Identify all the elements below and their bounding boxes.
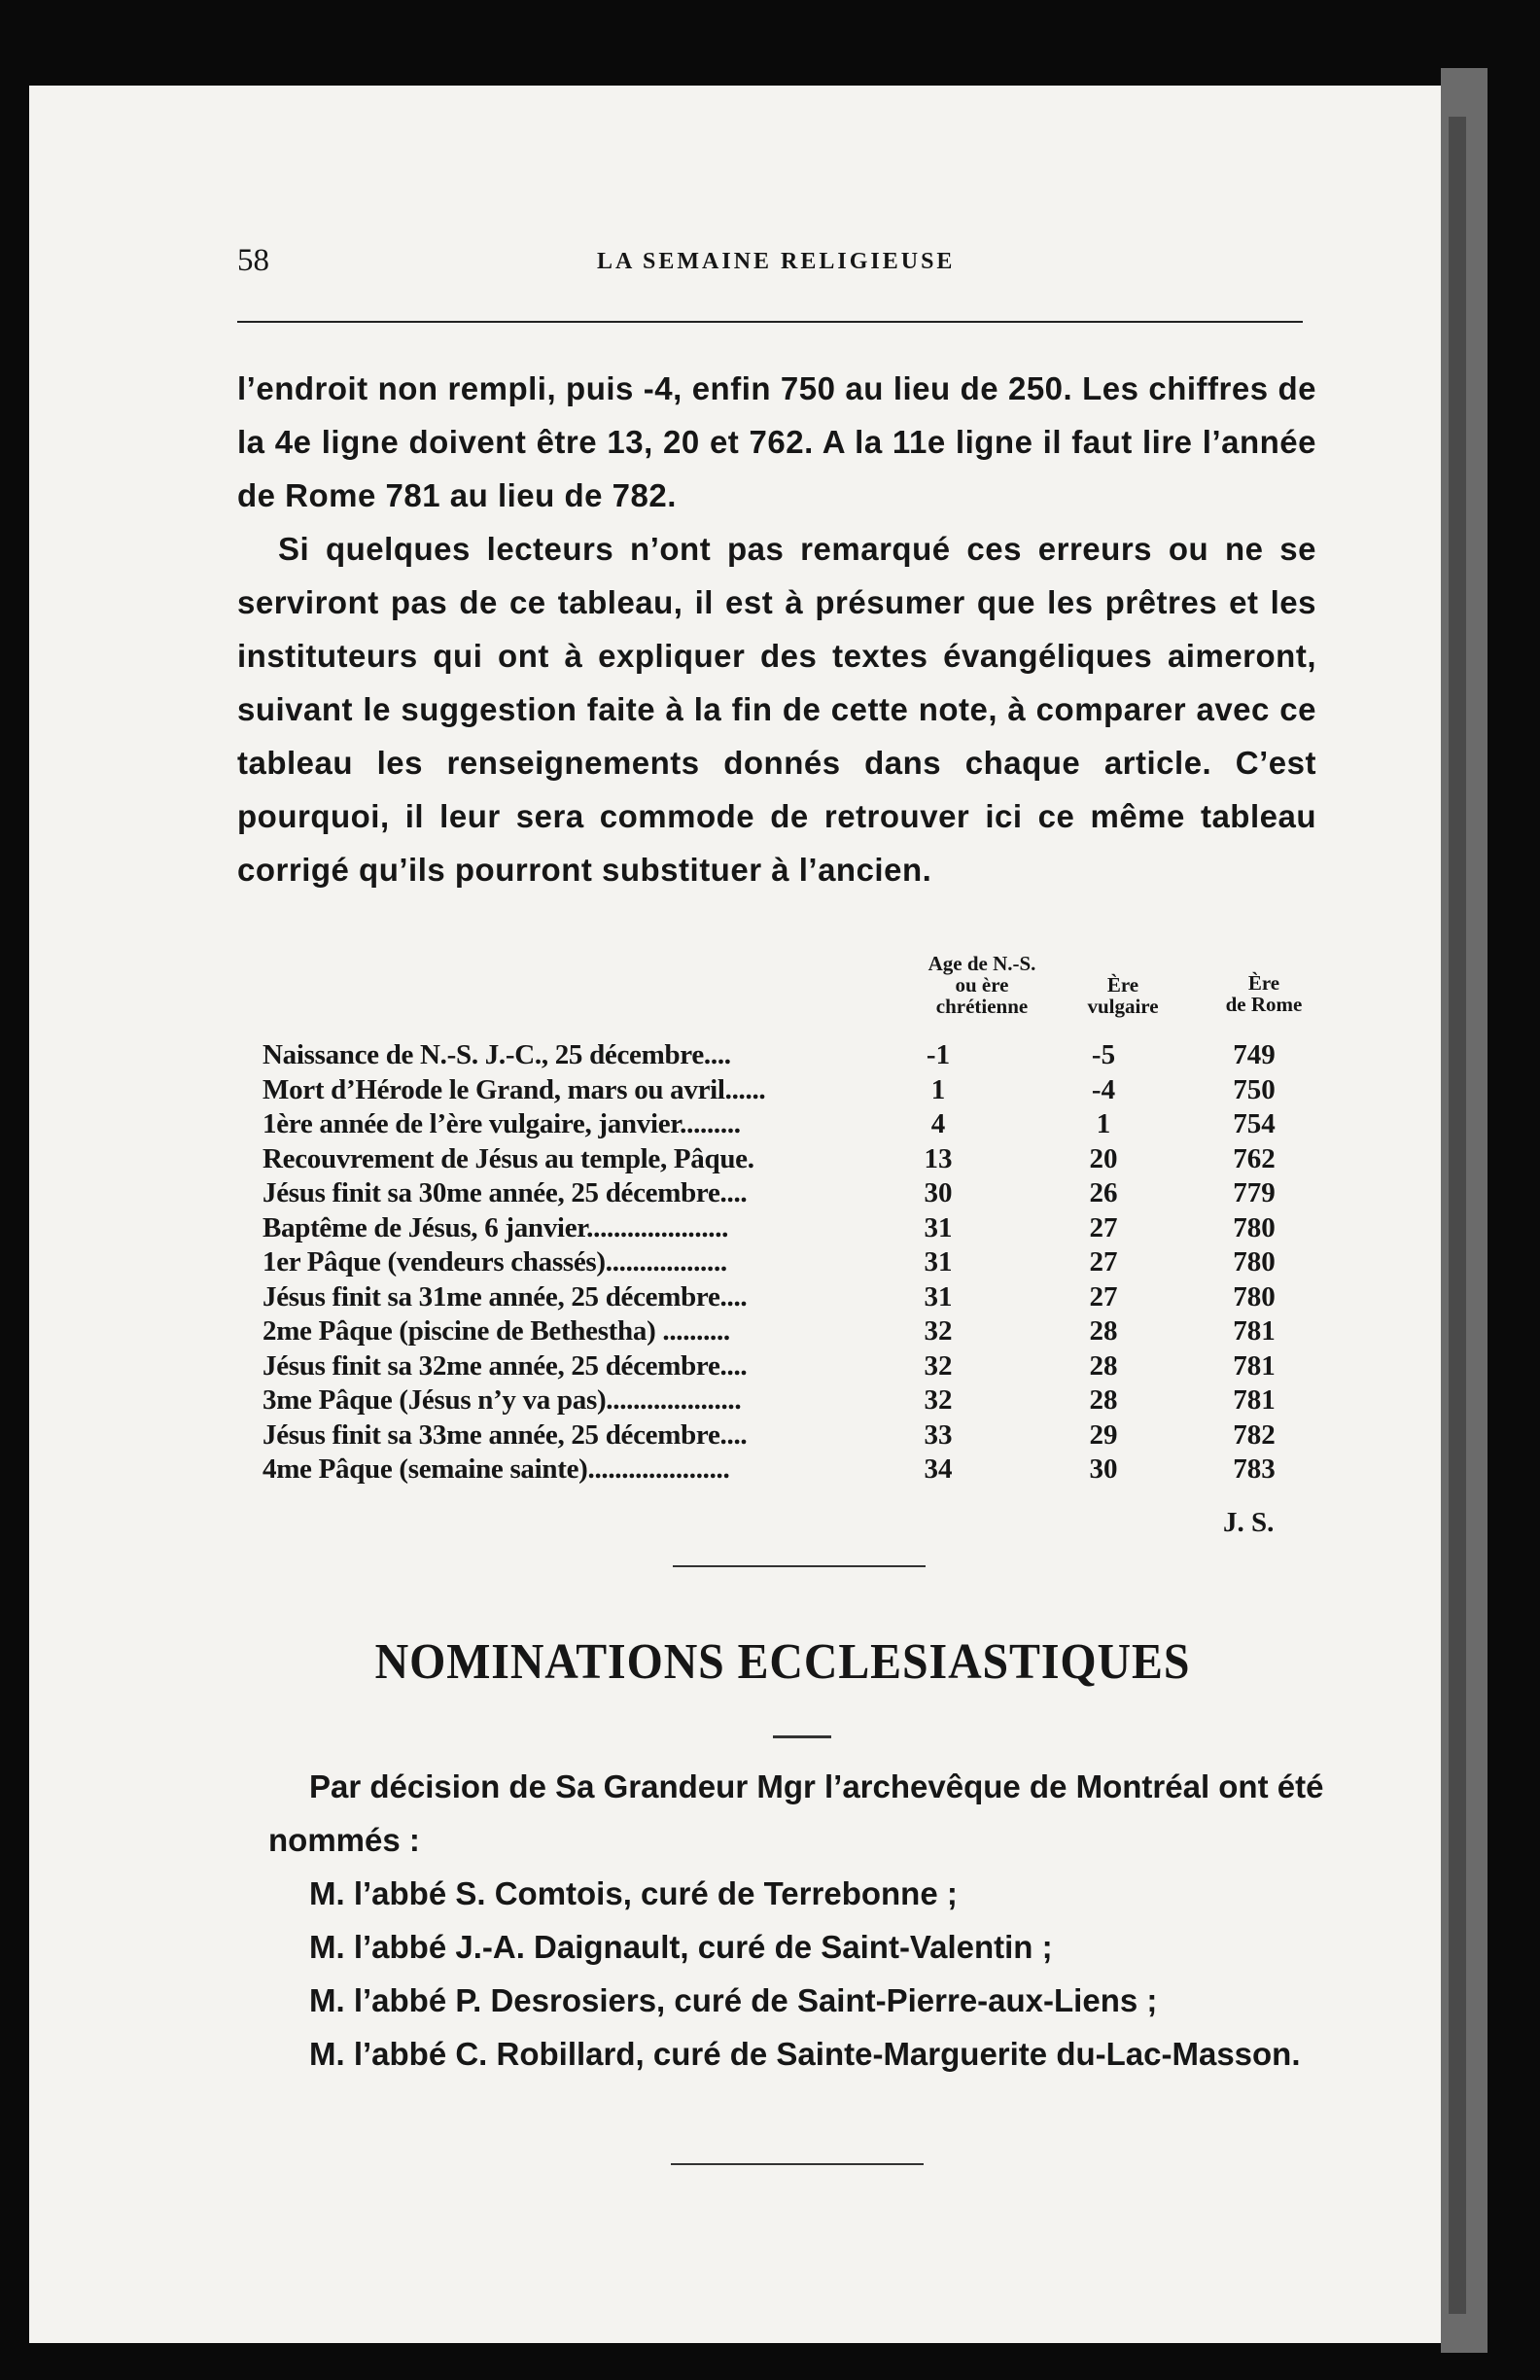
- row-rome-value: 780: [1233, 1280, 1276, 1312]
- row-label: Jésus finit sa 33me année, 25 décembre....: [262, 1418, 748, 1451]
- row-vulgaire-value: 28: [1089, 1315, 1118, 1347]
- col-header-age-line2: ou ère: [955, 973, 1009, 997]
- table-row: [262, 1073, 1332, 1108]
- row-vulgaire-value: 28: [1089, 1384, 1118, 1416]
- row-age-value: -1: [926, 1039, 951, 1070]
- table-row: [262, 1245, 1332, 1280]
- row-age-value: 1: [930, 1073, 946, 1105]
- table-row: [262, 1142, 1332, 1177]
- separator-rule: [673, 1565, 926, 1567]
- table-row: [262, 1418, 1332, 1453]
- row-label: Jésus finit sa 31me année, 25 décembre....: [262, 1280, 748, 1312]
- row-rome-value: 780: [1233, 1211, 1276, 1243]
- body-text: [237, 362, 1316, 896]
- nominations: [268, 1760, 1348, 2081]
- row-label: Naissance de N.-S. J.-C., 25 décembre....: [262, 1039, 731, 1070]
- table-row: [262, 1211, 1332, 1246]
- row-rome-value: 781: [1233, 1315, 1276, 1347]
- row-rome-value: 782: [1233, 1418, 1276, 1451]
- row-rome-value: 781: [1233, 1384, 1276, 1416]
- row-rome-value: 779: [1233, 1177, 1276, 1208]
- row-rome-value: 781: [1233, 1349, 1276, 1382]
- row-label: Baptême de Jésus, 6 janvier.....................: [262, 1211, 729, 1243]
- col-header-age-line3: chrétienne: [935, 995, 1029, 1018]
- running-title: LA SEMAINE RELIGIEUSE: [597, 249, 956, 274]
- table-body: [262, 1038, 1332, 1488]
- book-spine-shadow: [1449, 117, 1466, 2314]
- col-header-rome-line2: de Rome: [1225, 993, 1303, 1016]
- row-vulgaire-value: 30: [1089, 1453, 1118, 1485]
- row-age-value: 32: [924, 1315, 953, 1347]
- col-header-age-line1: Age de N.-S.: [928, 952, 1036, 975]
- section-title: NOMINATIONS ECCLESIASTIQUES: [374, 1634, 1191, 1690]
- row-rome-value: 754: [1233, 1108, 1276, 1139]
- row-age-value: 32: [924, 1384, 953, 1416]
- row-label: Recouvrement de Jésus au temple, Pâque.: [262, 1142, 754, 1174]
- page-number: 58: [237, 243, 269, 278]
- row-age-value: 32: [924, 1349, 953, 1382]
- nomination-item: M. l’abbé C. Robillard, curé de Sainte-Marguerite du-Lac-Masson.: [309, 2036, 1301, 2072]
- table-row: [262, 1383, 1332, 1418]
- col-header-rome: [1191, 972, 1337, 1015]
- row-label: 2me Pâque (piscine de Bethestha) ..........: [262, 1315, 730, 1347]
- row-rome-value: 783: [1233, 1453, 1276, 1485]
- col-header-rome-line1: Ère: [1247, 971, 1280, 995]
- row-age-value: 30: [924, 1177, 953, 1208]
- row-age-value: 33: [924, 1418, 953, 1451]
- row-rome-value: 750: [1233, 1073, 1276, 1105]
- row-label: 3me Pâque (Jésus n’y va pas)....................: [262, 1384, 742, 1416]
- title-underline: [773, 1735, 831, 1738]
- row-rome-value: 780: [1233, 1246, 1276, 1278]
- row-age-value: 34: [924, 1453, 953, 1485]
- row-vulgaire-value: 27: [1089, 1211, 1118, 1243]
- row-label: 1er Pâque (vendeurs chassés)..................: [262, 1246, 727, 1278]
- col-header-vulgaire-line1: Ère: [1106, 973, 1139, 997]
- row-vulgaire-value: 27: [1089, 1246, 1118, 1278]
- table-row: [262, 1176, 1332, 1211]
- running-header: [237, 243, 1303, 282]
- row-label: Mort d’Hérode le Grand, mars ou avril......: [262, 1073, 766, 1105]
- nomination-item: M. l’abbé S. Comtois, curé de Terrebonne ;: [309, 1875, 958, 1911]
- row-vulgaire-value: 1: [1096, 1108, 1111, 1139]
- row-label: Jésus finit sa 32me année, 25 décembre....: [262, 1349, 748, 1382]
- row-vulgaire-value: 20: [1089, 1142, 1118, 1174]
- row-label: 4me Pâque (semaine sainte).....................: [262, 1453, 730, 1485]
- row-label: 1ère année de l’ère vulgaire, janvier.........: [262, 1108, 741, 1139]
- signature: J. S.: [1223, 1507, 1275, 1538]
- closing-rule: [671, 2163, 924, 2165]
- nomination-item: M. l’abbé J.-A. Daignault, curé de Saint-Valentin ;: [309, 1929, 1053, 1965]
- row-vulgaire-value: -4: [1091, 1073, 1116, 1105]
- table-row: [262, 1107, 1332, 1142]
- col-header-vulgaire: [1040, 974, 1206, 1017]
- table-row: [262, 1349, 1332, 1384]
- row-rome-value: 749: [1233, 1039, 1276, 1070]
- header-rule: [237, 321, 1303, 323]
- nominations-intro: Par décision de Sa Grandeur Mgr l’archevêque de Montréal ont été nommés :: [268, 1768, 1324, 1858]
- row-age-value: 31: [924, 1280, 953, 1312]
- table-row: [262, 1038, 1332, 1073]
- row-label: Jésus finit sa 30me année, 25 décembre....: [262, 1177, 748, 1208]
- col-header-vulgaire-line2: vulgaire: [1087, 995, 1159, 1018]
- row-vulgaire-value: 29: [1089, 1418, 1118, 1451]
- row-vulgaire-value: 28: [1089, 1349, 1118, 1382]
- paragraph-2: Si quelques lecteurs n’ont pas remarqué ces erreurs ou ne se serviront pas de ce tableau, il est à présumer que les prêtres et les instituteurs qui ont à expliquer des textes évangéliques aimeront, suivant le suggestion faite à la fin de cette note, à comparer avec ce tableau les renseignements donnés dans chaque article. C’est pourquoi, il leur sera commode de retrouver ici ce même tableau corrigé qu’ils pourront substituer à l’ancien.: [237, 531, 1316, 888]
- row-vulgaire-value: 27: [1089, 1280, 1118, 1312]
- row-rome-value: 762: [1233, 1142, 1276, 1174]
- row-vulgaire-value: -5: [1091, 1039, 1116, 1070]
- table-row: [262, 1452, 1332, 1488]
- row-age-value: 31: [924, 1246, 953, 1278]
- nomination-item: M. l’abbé P. Desrosiers, curé de Saint-Pierre-aux-Liens ;: [309, 1982, 1158, 2018]
- row-age-value: 4: [930, 1108, 946, 1139]
- row-age-value: 13: [924, 1142, 953, 1174]
- paragraph-1: l’endroit non rempli, puis -4, enfin 750 au lieu de 250. Les chiffres de la 4e ligne doivent être 13, 20 et 762. A la 11e ligne il faut lire l’année de Rome 781 au lieu de 782.: [237, 370, 1316, 513]
- table-row: [262, 1280, 1332, 1315]
- row-vulgaire-value: 26: [1089, 1177, 1118, 1208]
- row-age-value: 31: [924, 1211, 953, 1243]
- table-row: [262, 1314, 1332, 1349]
